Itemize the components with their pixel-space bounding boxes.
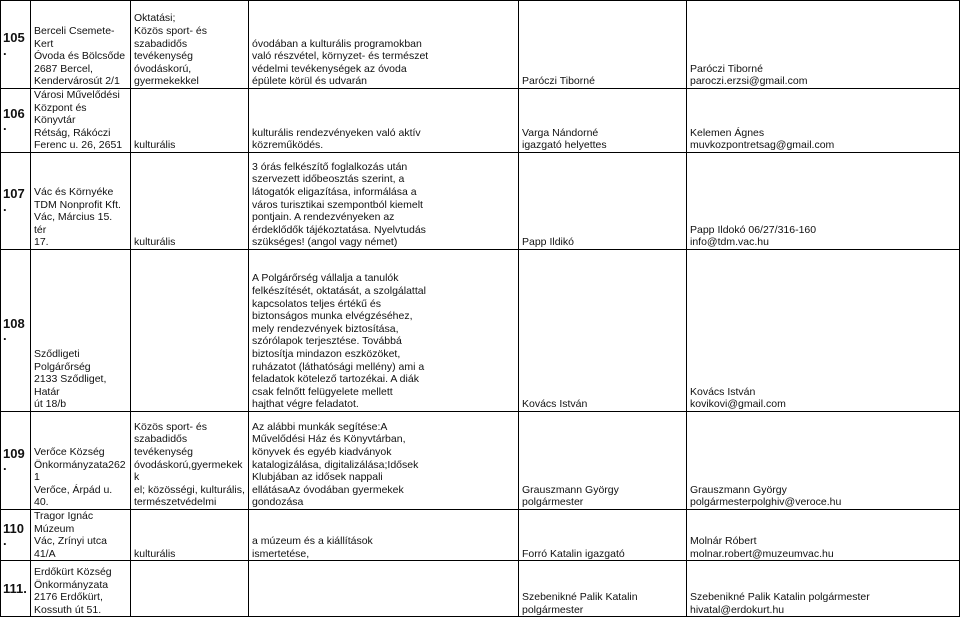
activity-area-cell: kulturális [131,509,249,560]
task-description-cell [249,561,519,617]
contact-email-cell: Szebenikné Palik Katalin polgármester hivatal@erdokurt.hu [687,561,960,617]
row-number: 111. [1,561,31,617]
row-number: 108. [1,249,31,411]
contact-person-cell: Kovács István [519,249,687,411]
organization-cell: Városi Művelődési Központ és Könyvtár Rétság, Rákóczi Ferenc u. 26, 2651 [31,89,131,153]
contact-email-cell: Papp Ildokó 06/27/316-160 info@tdm.vac.hu [687,152,960,249]
table-row [1,89,960,153]
contact-person-cell: Szebenikné Palik Katalin polgármester [519,561,687,617]
row-number: 110. [1,509,31,560]
table-row [1,509,960,560]
contact-email-cell: Kelemen Ágnes muvkozpontretsag@gmail.com [687,89,960,153]
contact-person-cell: Paróczi Tiborné [519,1,687,89]
row-number: 109. [1,411,31,509]
organization-cell: Vác és Környéke TDM Nonprofit Kft. Vác, Március 15. tér 17. [31,152,131,249]
task-description-cell: A Polgárőrség vállalja a tanulók felkészítését, oktatását, a szolgálattal kapcsolatos teljes értékű és biztonságos munka elvégzéséhez, mely rendezvények biztosítása, szórólapok terjesztése. Továbbá biztosítja mindazon eszközöket, ruházatot (láthatósági mellény) ami a feladatok kötelező tartozékai. A diák csak felnőtt felügyelete mellett hajthat végre feladatot. [249,249,519,411]
activity-area-cell [131,249,249,411]
organization-cell: Tragor Ignác Múzeum Vác, Zrínyi utca 41/A [31,509,131,560]
organization-cell: Verőce Község Önkormányzata2621 Verőce, Árpád u. 40. [31,411,131,509]
contact-email-cell: Grauszmann György polgármesterpolghiv@veroce.hu [687,411,960,509]
activity-area-cell: Oktatási; Közös sport- és szabadidős tevékenység óvodáskorú, gyermekekkel [131,1,249,89]
table-row [1,249,960,411]
activity-area-cell [131,561,249,617]
contact-person-cell: Varga Nándorné igazgató helyettes [519,89,687,153]
task-description-cell: a múzeum és a kiállítások ismertetése, [249,509,519,560]
organization-cell: Sződligeti Polgárőrség 2133 Sződliget, Határ út 18/b [31,249,131,411]
task-description-cell: óvodában a kulturális programokban való részvétel, környzet- és természet védelmi tevékenységek az óvoda épülete körül és udvarán [249,1,519,89]
task-description-cell: 3 órás felkészítő foglalkozás után szervezett időbeosztás szerint, a látogatók eligazítása, informálása a város turisztikai szempontból kiemelt pontjain. A rendezvényeken az érdeklődők tájékoztatása. Nyelvtudás szükséges! (angol vagy német) [249,152,519,249]
task-description-cell: kulturális rendezvényeken való aktív közreműködés. [249,89,519,153]
contact-email-cell: Paróczi Tiborné paroczi.erzsi@gmail.com [687,1,960,89]
organization-cell: Berceli Csemete-Kert Óvoda és Bölcsőde 2687 Bercel, Kendervárosút 2/1 [31,1,131,89]
contact-email-cell: Kovács István kovikovi@gmail.com [687,249,960,411]
table-row [1,1,960,89]
table-row [1,152,960,249]
activity-area-cell: kulturális [131,89,249,153]
contact-person-cell: Papp Ildikó [519,152,687,249]
row-number: 107. [1,152,31,249]
table-row [1,561,960,617]
row-number: 106. [1,89,31,153]
activity-area-cell: Közös sport- és szabadidős tevékenység óvodáskorú,gyermekekk el; közösségi, kulturális, természetvédelmi [131,411,249,509]
contact-email-cell: Molnár Róbert molnar.robert@muzeumvac.hu [687,509,960,560]
contact-person-cell: Grauszmann György polgármester [519,411,687,509]
activity-area-cell: kulturális [131,152,249,249]
organization-cell: Erdőkürt Község Önkormányzata 2176 Erdőkürt, Kossuth út 51. [31,561,131,617]
row-number: 105. [1,1,31,89]
table-row [1,411,960,509]
task-description-cell: Az alábbi munkák segítése:A Művelődési Ház és Könyvtárban, könyvek és egyéb kiadványok katalogizálása, digitalizálása;Idősek Klubjában az idősek nappali ellátásaAz óvodában gyermekek gondozása [249,411,519,509]
contact-person-cell: Forró Katalin igazgató [519,509,687,560]
